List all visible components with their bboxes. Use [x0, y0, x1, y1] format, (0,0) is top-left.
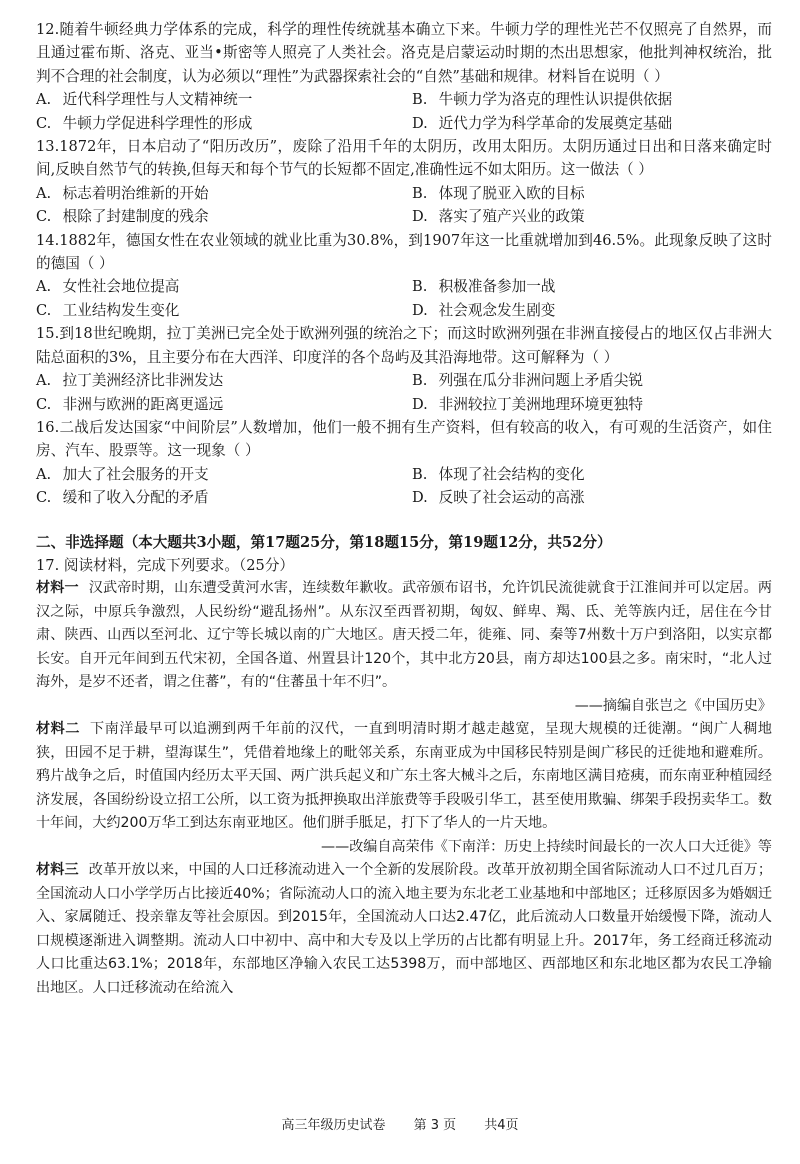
question-17-intro: 17. 阅读材料，完成下列要求。（25分） — [36, 556, 295, 574]
question-stem: 16.二战后发达国家“中间阶层”人数增加，他们一般不拥有生产资料，但有较高的收入，有可观的生活资产，如住房、汽车、股票等。这一现象（ ） — [36, 418, 772, 460]
option-a[interactable]: A. 拉丁美洲经济比非洲发达 — [36, 372, 224, 390]
material-3 — [36, 859, 772, 1000]
option-c[interactable]: C. 工业结构发生变化 — [36, 301, 180, 319]
question-15 — [36, 322, 772, 416]
option-c[interactable]: C. 牛顿力学促进科学理性的形成 — [36, 114, 253, 132]
option-b[interactable]: B. 体现了脱亚入欧的目标 — [412, 184, 585, 202]
question-stem: 15.到18世纪晚期，拉丁美洲已完全处于欧洲列强的统治之下；而这时欧洲列强在非洲直接侵占的地区仅占非洲大陆总面积的3%，且主要分布在大西洋、印度洋的各个岛屿及其沿海地带。这可解释为（ ） — [36, 325, 772, 366]
question-14 — [36, 229, 772, 323]
exam-page — [36, 18, 772, 1000]
option-a[interactable]: A. 近代科学理性与人文精神统一 — [36, 91, 253, 109]
material-source: ——改编自高荣伟《下南洋：历史上持续时间最长的一次人口大迁徙》等 — [321, 838, 772, 855]
option-b[interactable]: B. 体现了社会结构的变化 — [412, 465, 585, 483]
material-text: 汉武帝时期，山东遭受黄河水害，连续数年歉收。武帝颁布诏书，允许饥民流徙就食于江淮间并可以定居。两汉之际，中原兵争激烈，人民纷纷“避乱扬州”。从东汉至西晋初期，匈奴、鲜卑、羯、氐、羌等族内迁，居住在今甘肃、陕西、山西以至河北、辽宁等长城以南的广大地区。唐天授二年，徙雍、同、秦等7州数十万户到洛阳，以实京都长安。自开元年间到五代宋初，全国各道、州置县计120个，其中北方20县，南方却达100县之多。南宋时，“北人过海外，是岁不还者，谓之住蕃”，有的“住蕃虽十年不归”。 — [36, 580, 772, 691]
option-grid — [36, 88, 772, 135]
option-d[interactable]: D. 反映了社会运动的高涨 — [412, 489, 585, 507]
page-total: 共4页 — [484, 1118, 519, 1133]
option-c[interactable]: C. 非洲与欧洲的距离更遥远 — [36, 395, 224, 413]
material-label: 材料三 — [36, 862, 79, 879]
option-b[interactable]: B. 积极准备参加一战 — [412, 278, 556, 296]
material-text: 改革开放以来，中国的人口迁移流动进入一个全新的发展阶段。改革开放初期全国省际流动人口不过几百万；全国流动人口小学学历占比接近40%；省际流动人口的流入地主要为东北老工业基地和中部地区；迁移原因多为婚姻迁入、家属随迁、投亲靠友等社会原因。到2015年，全国流动人口达2.47亿，此后流动人口数量开始缓慢下降，流动人口规模逐渐进入调整期。流动人口中初中、高中和大专及以上学历的占比都有明显上升。2017年，务工经商迁移流动人口比重达63.1%；2018年，东部地区净输入农民工达5398万，而中部地区、西部地区和东北地区都为农民工净输出地区。人口迁移流动在给流入 — [36, 862, 773, 996]
spacer — [36, 510, 772, 531]
material-source: ——摘编自张岂之《中国历史》 — [574, 697, 772, 714]
material-1 — [36, 577, 772, 718]
option-b[interactable]: B. 列强在瓜分非洲问题上矛盾尖锐 — [412, 372, 643, 390]
option-c[interactable]: C. 根除了封建制度的残余 — [36, 208, 209, 226]
option-grid — [36, 275, 772, 322]
material-label: 材料二 — [36, 721, 81, 738]
question-12 — [36, 18, 772, 135]
question-stem: 13.1872年，日本启动了“阳历改历”，废除了沿用千年的太阴历，改用太阳历。太阴历通过日出和日落来确定时间,反映自然节气的转换,但每天和每个节气的长短都不固定,准确性远不如太阳历。这一做法（ ） — [36, 138, 772, 179]
option-d[interactable]: D. 落实了殖产兴业的政策 — [412, 208, 585, 226]
page-number: 第 3 页 — [413, 1118, 457, 1133]
material-label: 材料一 — [36, 580, 79, 597]
option-a[interactable]: A. 标志着明治维新的开始 — [36, 184, 209, 202]
material-text: 下南洋最早可以追溯到两千年前的汉代，一直到明清时期才越走越宽，呈现大规模的迁徙潮。“闽广人稠地狭，田园不足于耕，望海谋生”，凭借着地缘上的毗邻关系，东南亚成为中国移民特别是闽广移民的迁徙地和避难所。鸦片战争之后，时值国内经历太平天国、两广洪兵起义和广东土客大械斗之后，东南地区满目疮痍，而东南亚种植园经济发展，各国纷纷设立招工公所，以工资为抵押换取出洋旅费等手段吸引华工，甚至使用欺骗、绑架手段拐卖华工。数十年间，大约200万华工到达东南亚地区。他们胼手胝足，打下了华人的一片天地。 — [36, 721, 773, 832]
option-grid — [36, 369, 772, 416]
page-footer — [0, 1114, 800, 1133]
exam-title: 高三年级历史试卷 — [281, 1118, 386, 1133]
option-a[interactable]: A. 女性社会地位提高 — [36, 278, 180, 296]
option-grid — [36, 182, 772, 229]
option-c[interactable]: C. 缓和了收入分配的矛盾 — [36, 489, 209, 507]
option-d[interactable]: D. 非洲较拉丁美洲地理环境更独特 — [412, 395, 643, 413]
option-b[interactable]: B. 牛顿力学为洛克的理性认识提供依据 — [412, 91, 673, 109]
option-a[interactable]: A. 加大了社会服务的开支 — [36, 465, 209, 483]
question-16 — [36, 416, 772, 510]
option-d[interactable]: D. 社会观念发生剧变 — [412, 301, 556, 319]
question-stem: 12.随着牛顿经典力学体系的完成，科学的理性传统就基本确立下来。牛顿力学的理性光芒不仅照亮了自然界，而且通过霍布斯、洛克、亚当•斯密等人照亮了人类社会。洛克是启蒙运动时期的杰出思想家，他批判神权统治，批判不合理的社会制度，认为必须以“理性”为武器探索社会的“自然”基础和规律。材料旨在说明（ ） — [36, 21, 772, 85]
material-2 — [36, 718, 772, 859]
question-stem: 14.1882年，德国女性在农业领域的就业比重为30.8%，到1907年这一比重就增加到46.5%。此现象反映了这时的德国（ ） — [36, 231, 772, 273]
section-heading: 二、非选择题（本大题共3小题，第17题25分，第18题15分，第19题12分，共52分） — [36, 533, 612, 551]
option-d[interactable]: D. 近代力学为科学革命的发展奠定基础 — [412, 114, 673, 132]
option-grid — [36, 463, 772, 510]
question-13 — [36, 135, 772, 229]
